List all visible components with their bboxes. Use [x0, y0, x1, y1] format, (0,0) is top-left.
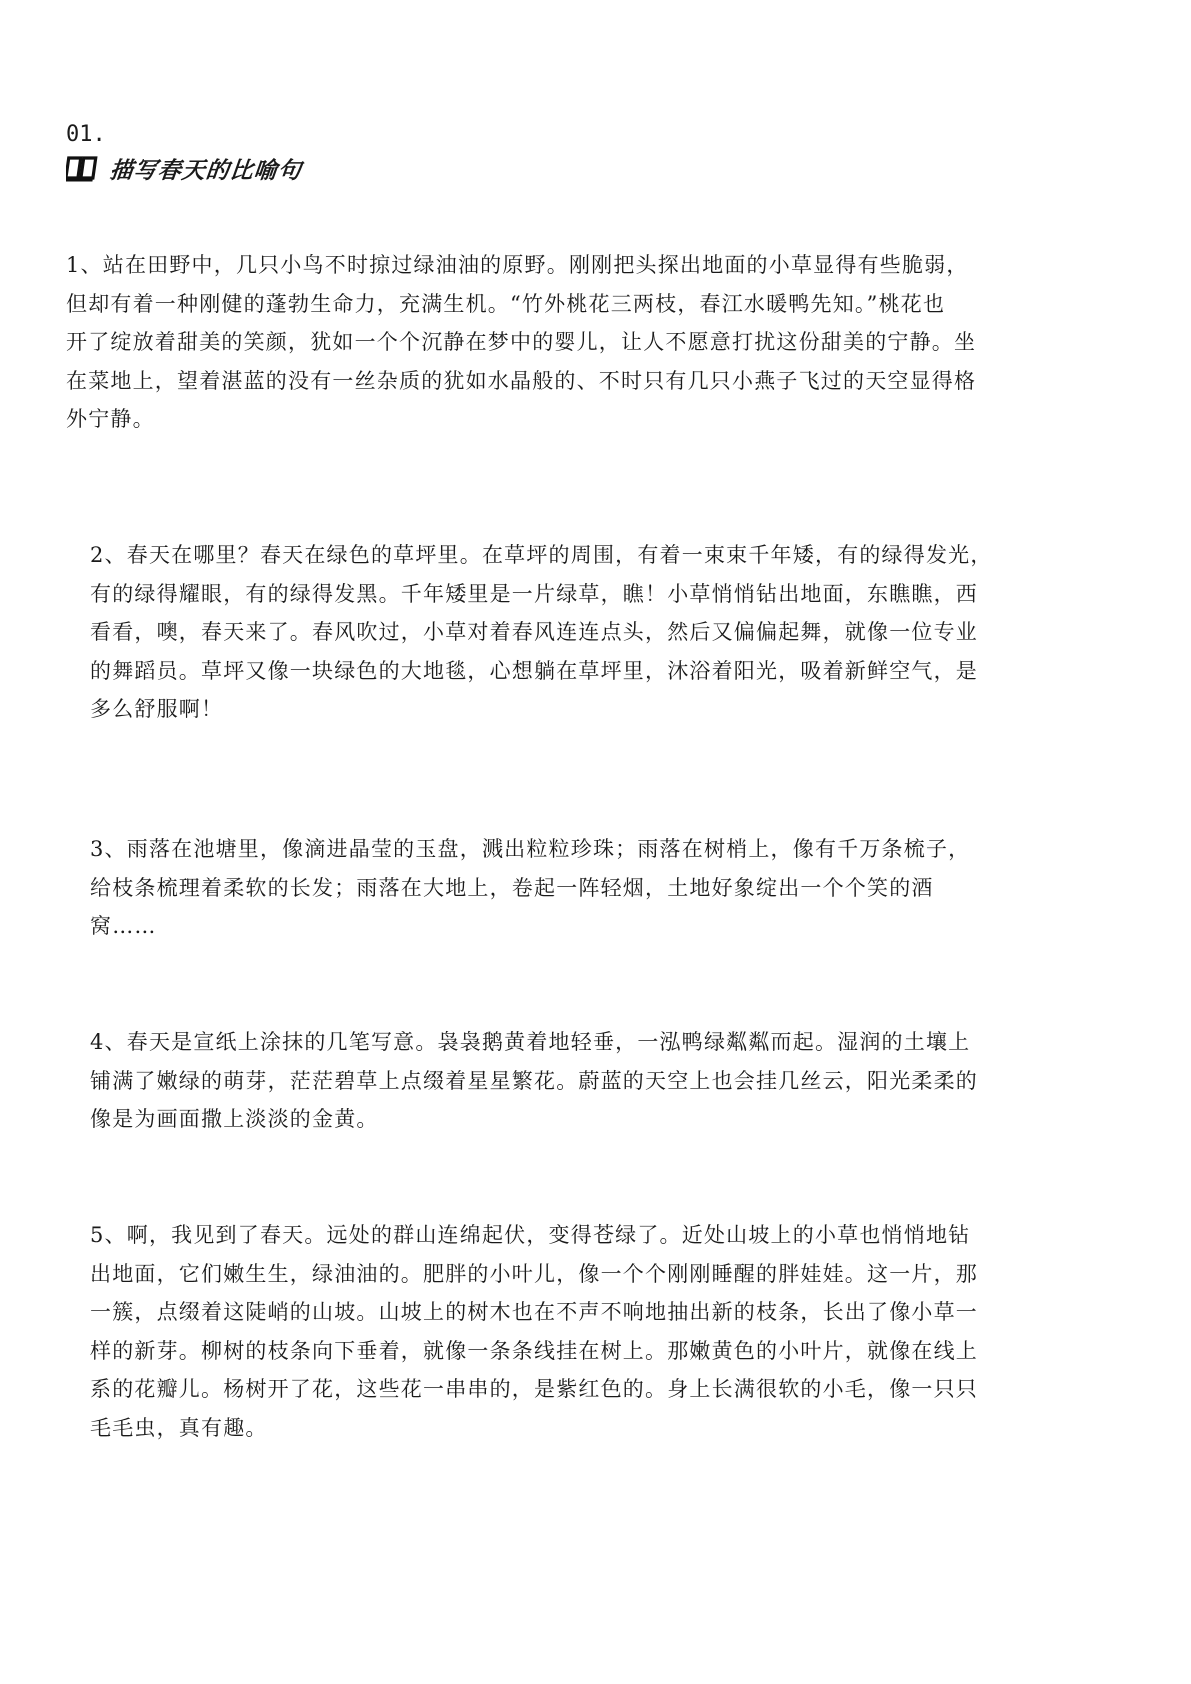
paragraph-line: 4、春天是宣纸上涂抹的几笔写意。袅袅鹅黄着地轻垂，一泓鸭绿粼粼而起。湿润的土壤上: [90, 1030, 971, 1054]
section-title: 描写春天的比喻句: [108, 158, 304, 184]
paragraph-line: 有的绿得耀眼，有的绿得发黑。千年矮里是一片绿草，瞧！小草悄悄钻出地面，东瞧瞧，西: [90, 581, 978, 606]
paragraph-line: 外宁静。: [66, 407, 155, 431]
paragraph-line: 但却有着一种刚健的蓬勃生命力，充满生机。“竹外桃花三两枝，春江水暖鸭先知。”桃花也: [66, 291, 946, 316]
paragraph-line: 系的花瓣儿。杨树开了花，这些花一串串的，是紫红色的。身上长满很软的小毛，像一只只: [90, 1377, 978, 1401]
paragraph-2: [90, 536, 993, 729]
paragraph-line: 在菜地上，望着湛蓝的没有一丝杂质的犹如水晶般的、不时只有几只小燕子飞过的天空显得格: [66, 368, 977, 393]
paragraph-line: 的舞蹈员。草坪又像一块绿色的大地毯，心想躺在草坪里，沐浴着阳光，吸着新鲜空气，是: [90, 658, 978, 683]
paragraph-3: [90, 830, 970, 946]
paragraph-line: 像是为画面撒上淡淡的金黄。: [90, 1107, 379, 1131]
paragraph-line: 开了绽放着甜美的笑颜，犹如一个个沉静在梦中的婴儿，让人不愿意打扰这份甜美的宁静。坐: [66, 330, 977, 354]
paragraph-line: 出地面，它们嫩生生，绿油油的。肥胖的小叶儿，像一个个刚刚睡醒的胖娃娃。这一片，那: [90, 1261, 978, 1286]
paragraph-line: 铺满了嫩绿的萌芽，茫茫碧草上点缀着星星繁花。蔚蓝的天空上也会挂几丝云，阳光柔柔的: [90, 1068, 978, 1093]
paragraph-line: 看看，噢，春天来了。春风吹过，小草对着春风连连点头，然后又偏偏起舞，就像一位专业: [90, 620, 978, 644]
paragraph-line: 样的新芽。柳树的枝条向下垂着，就像一条条线挂在树上。那嫩黄色的小叶片，就像在线上: [90, 1338, 978, 1363]
paragraph-line: 5、啊，我见到了春天。远处的群山连绵起伏，变得苍绿了。近处山坡上的小草也悄悄地钻: [90, 1223, 971, 1247]
section-number: 01.: [66, 122, 106, 147]
section-heading: [66, 152, 302, 185]
paragraph-line: 一簇，点缀着这陡峭的山坡。山坡上的树木也在不声不响地抽出新的枝条，长出了像小草一: [90, 1300, 978, 1324]
paragraph-line: 3、雨落在池塘里，像滴进晶莹的玉盘，溅出粒粒珍珠；雨落在树梢上，像有千万条梳子，: [90, 837, 971, 861]
paragraph-1: [66, 246, 976, 439]
paragraph-line: 窝……: [90, 914, 157, 938]
paragraph-line: 2、春天在哪里？春天在绿色的草坪里。在草坪的周围，有着一束束千年矮，有的绿得发光，: [90, 543, 993, 567]
open-book-icon: [66, 156, 98, 182]
paragraph-line: 1、站在田野中，几只小鸟不时掠过绿油油的原野。刚刚把头探出地面的小草显得有些脆弱，: [66, 253, 969, 277]
paragraph-line: 多么舒服啊！: [90, 697, 224, 721]
paragraph-4: [90, 1023, 978, 1139]
paragraph-line: 给枝条梳理着柔软的长发；雨落在大地上，卷起一阵轻烟，土地好象绽出一个个笑的酒: [90, 875, 934, 900]
paragraph-line: 毛毛虫，真有趣。: [90, 1415, 268, 1440]
paragraph-5: [90, 1216, 978, 1447]
